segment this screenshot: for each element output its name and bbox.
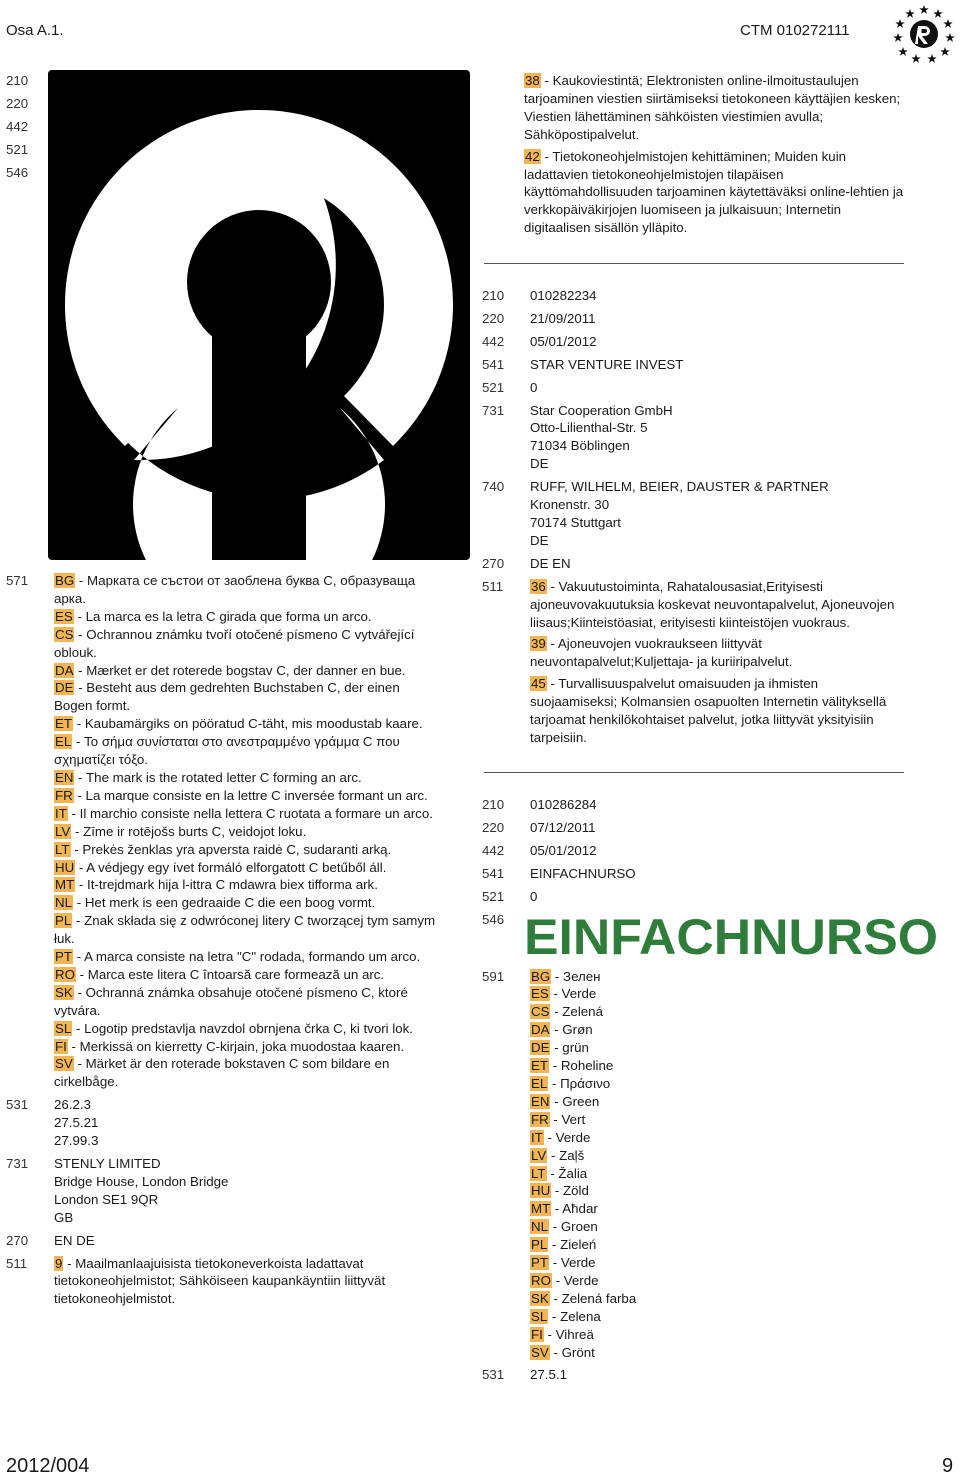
field-row: 210 010282234 xyxy=(482,288,597,303)
entry1-classes xyxy=(524,72,908,237)
color-fr: FR - Vert xyxy=(531,1111,586,1127)
field-531: 531 26.2.3 27.5.21 27.99.3 xyxy=(6,1097,99,1149)
desc-pt: PT - A marca consiste na letra "C" rodada, formando um arco. xyxy=(55,949,421,965)
field-row: 220 07/12/2011 xyxy=(482,819,596,835)
rotated-c-mark-image xyxy=(48,70,470,560)
color-el: EL - Πράσινο xyxy=(531,1075,611,1091)
desc-bg: BG - Марката се състои от заоблена буква С, образуваща арка. xyxy=(54,573,416,606)
desc-lv: LV - Zīme ir rotējošs burts C, veidojot loku. xyxy=(55,823,307,839)
issue-number: 2012/004 xyxy=(6,1455,90,1477)
desc-de: DE - Besteht aus dem gedrehten Buchstaben C, der einen Bogen formt. xyxy=(54,680,400,714)
color-en: EN - Green xyxy=(531,1093,600,1109)
desc-da: DA - Mærket er det roterede bogstav C, der danner en bue. xyxy=(55,662,406,678)
field-511: 511 9 - Maailmanlaajuisista tietokoneverkoista ladattavat tietokoneohjelmistot; Sähköiseen kaupankäyntiin liittyvät tietokoneohjelmistot. xyxy=(6,1255,386,1307)
color-pt: PT - Verde xyxy=(531,1255,596,1271)
einfachnurso-logo xyxy=(524,912,940,962)
desc-cs: CS - Ochrannou známku tvoří otočené písmeno C vytvářející oblouk. xyxy=(54,626,415,660)
svg-text:EINFACHNURSO: EINFACHNURSO xyxy=(524,912,938,962)
field-row: 210 010286284 xyxy=(482,797,597,812)
class-39: 39 - Ajoneuvojen vuokraukseen liittyvät neuvontapalvelut;Kuljettaja- ja kuriiripalvelut. xyxy=(530,636,793,670)
field-row: 442 05/01/2012 xyxy=(482,333,597,349)
field-row: 442 05/01/2012 xyxy=(482,842,597,858)
field-row: 541 EINFACHNURSO xyxy=(482,865,636,881)
page-header xyxy=(0,0,960,60)
color-ro: RO - Verde xyxy=(531,1272,599,1288)
desc-mt: MT - It-trejdmark hija l-ittra C mdawra biex tifforma ark. xyxy=(55,877,378,893)
desc-hu: HU - A védjegy egy ívet formáló elforgatott C betűből áll. xyxy=(55,859,387,875)
color-it: IT - Verde xyxy=(531,1129,591,1145)
field-row: 521 0 xyxy=(482,888,538,904)
color-fi: FI - Vihreä xyxy=(531,1326,594,1342)
divider xyxy=(484,772,904,773)
desc-es: ES - La marca es la letra C girada que forma un arco. xyxy=(55,608,372,624)
field-row: 442 xyxy=(6,118,29,134)
desc-pl: PL - Znak składa się z odwróconej litery C tworzącej tym samym łuk. xyxy=(54,913,436,947)
color-cs: CS - Zelená xyxy=(531,1004,603,1020)
field-row: 521 0 xyxy=(482,379,538,395)
desc-en: EN - The mark is the rotated letter C forming an arc. xyxy=(55,769,362,785)
field-731: 731 Star Cooperation GmbH Otto-Lilienthal-Str. 5 71034 Böblingen DE xyxy=(482,402,673,472)
color-da: DA - Grøn xyxy=(531,1022,593,1038)
section-label: Osa A.1. xyxy=(6,22,64,39)
color-de: DE - grün xyxy=(531,1040,589,1056)
class-42: 42 - Tietokoneohjelmistojen kehittäminen; Muiden kuin ladattavien tietokoneohjelmistojen tilapäisen käyttömahdollisuuden tarjoaminen käytettäväksi online-lehtien ja verkkopäiväkirjojen luomiseen ja julkaisuun; Internetin digitaalisen sisällön ylläpito. xyxy=(524,148,904,236)
field-270: 270 EN DE xyxy=(6,1232,95,1248)
desc-lt: LT - Prekės ženklas yra apversta raidė C, sudaranti arką. xyxy=(55,841,392,857)
color-sk: SK - Zelená farba xyxy=(531,1290,637,1306)
page-number: 9 xyxy=(942,1455,954,1477)
color-list xyxy=(530,968,942,1362)
class-38: 38 - Kaukoviestintä; Elektronisten online-ilmoitustaulujen tarjoaminen viestien siirtämiseksi tietokoneen käyttäjien kesken; Viestien lähettäminen sähköisten viestimien avulla; Sähköpostipalvelut. xyxy=(524,73,901,142)
entry1-descriptions: 571 BG - Марката се състои от заоблена буква С, образуваща арка. ES - La marca es la letra C girada que forma un arco. CS - Ochrannou známku tvoří otočené písmeno C vytvářející oblouk. DA - Mærket er det roterede bogstav C, der danner en bue. DE - Besteht aus dem gedrehten Buchstaben C, der einen Bogen formt. ET - Kaubamärgiks on pööratud C-täht, mis moodustab kaare. EL - Το σήμα συνίσταται στο ανεστραμμένο γράμμα C που σχηματίζει τόξο. EN - The mark is the rotated letter C forming an arc. FR - La marque consiste en la lettre C inversée formant un arc. IT - Il marchio consiste nella lettera C ruotata a formare un arco. LV - Zīme ir rotējošs burts C, veidojot loku. LT - Prekės ženklas yra apversta raidė C, sudaranti arką. HU - A védjegy egy ívet formáló elforgatott C betűből áll. MT - It-trejdmark hija l-ittra C mdawra biex tifforma ark. NL - Het merk is een gedraaide C die een boog vormt. PL - Znak składa się z odwróconej litery C tworzącej tym samym łuk. PT - A marca consiste na letra "C" rodada, formando um arco. RO - Marca este litera C întoarsă care formează un arc. SK - Ochranná známka obsahuje otočené písmeno C, ktoré vytvára. SL - Logotip predstavlja navzdol obrnjena črka C, ki tvori lok. FI - Merkissä on kierretty C-kirjain, joka muodostaa kaaren. SV - Märket är den roterade bokstaven C som bildare en cirkelbåge. 531 26.2.3 27.5.21 27.99.3 731 STENLY LIMITED Bridge House, London Bridge London SE1 9QR GB 270 EN DE 511 9 - Maailmanlaajuisista tietokoneverkoista ladattavat tietokoneohjelmistot; Sähköiseen kaupankäyntiin liittyvät tietokoneohjelmistot. xyxy=(6,573,436,1307)
desc-sv: SV - Märket är den roterade bokstaven C som bildare en cirkelbåge. xyxy=(54,1056,390,1090)
desc-fr: FR - La marque consiste en la lettre C inversée formant un arc. xyxy=(55,787,428,803)
field-row: 546 xyxy=(6,164,29,180)
color-lv: LV - Zaļš xyxy=(531,1147,585,1163)
entry3 xyxy=(482,796,942,1384)
field-row: 220 xyxy=(6,95,29,111)
field-270: 270 DE EN xyxy=(482,555,571,571)
color-bg: BG - Зелен xyxy=(531,968,601,984)
class-45: 45 - Turvallisuuspalvelut omaisuuden ja ihmisten suojaamiseksi; Kolmansien osapuolten Internetin välityksellä tarjoamat henkilökohtaiset palvelut, jotka liittyvät yksityisiin tarpeisiin. xyxy=(530,676,887,745)
color-sl: SL - Zelena xyxy=(531,1308,601,1324)
field-row: 541 STAR VENTURE INVEST xyxy=(482,356,684,372)
field-row: 220 21/09/2011 xyxy=(482,310,596,326)
field-731: 731 STENLY LIMITED Bridge House, London Bridge London SE1 9QR GB xyxy=(6,1156,229,1225)
desc-it: IT - Il marchio consiste nella lettera C ruotata a formare un arco. xyxy=(55,805,433,821)
color-et: ET - Roheline xyxy=(531,1058,614,1074)
class-36: 36 - Vakuutustoiminta, Rahatalousasiat,Erityisesti ajoneuvovakuutuksia koskevat neuvontapalvelut, Ajoneuvojen liisaus;Kiinteistöasiat, erityisesti kiinteistöjen vuokraus. xyxy=(530,578,895,630)
color-lt: LT - Žalia xyxy=(531,1165,588,1181)
ctm-number: CTM 010272111 xyxy=(740,22,850,39)
desc-sl: SL - Logotip predstavlja navzdol obrnjena črka C, ki tvori lok. xyxy=(55,1020,413,1036)
divider xyxy=(484,263,904,264)
entry2 xyxy=(482,287,908,747)
desc-fi: FI - Merkissä on kierretty C-kirjain, joka muodostaa kaaren. xyxy=(55,1038,405,1054)
color-nl: NL - Groen xyxy=(531,1219,598,1235)
field-591: 591 BG - Зелен ES - Verde CS - Zelená DA - Grøn DE - grün ET - Roheline EL - Πράσινο EN - Green FR - Vert IT - Verde LV - Zaļš LT - Žalia HU - Zöld MT - Aħdar NL - Groen PL - Zieleń PT - Verde RO - Verde SK - Zelená farba SL - Zelena FI - Vihreä SV - Grönt xyxy=(482,968,942,1362)
field-740: 740 RUFF, WILHELM, BEIER, DAUSTER & PARTNER Kronenstr. 30 70174 Stuttgart DE xyxy=(482,479,829,548)
color-hu: HU - Zöld xyxy=(531,1183,589,1199)
description-list xyxy=(54,572,436,1091)
desc-nl: NL - Het merk is een gedraaide C die een boog vormt. xyxy=(55,895,376,911)
ohim-emblem-icon xyxy=(892,2,956,66)
field-row: 210 xyxy=(6,73,29,88)
field-row: 521 xyxy=(6,141,29,157)
desc-el: EL - Το σήμα συνίσταται στο ανεστραμμένο γράμμα C που σχηματίζει τόξο. xyxy=(54,734,400,768)
field-546: 546 xyxy=(482,911,505,927)
color-pl: PL - Zieleń xyxy=(531,1237,597,1253)
desc-sk: SK - Ochranná známka obsahuje otočené písmeno C, ktoré vytvára. xyxy=(54,984,408,1018)
field-511: 511 36 - Vakuutustoiminta, Rahatalousasiat,Erityisesti ajoneuvovakuutuksia koskevat neuvontapalvelut, Ajoneuvojen liisaus;Kiinteistöasiat, erityisesti kiinteistöjen vuokraus. 39 - Ajoneuvojen vuokraukseen liittyvät neuvontapalvelut;Kuljettaja- ja kuriiripalvelut. 45 - Turvallisuuspalvelut omaisuuden ja ihmisten suojaamiseksi; Kolmansien osapuolten Internetin välityksellä tarjoamat henkilökohtaiset palvelut, jotka liittyvät yksityisiin tarpeisiin. xyxy=(482,578,908,747)
color-es: ES - Verde xyxy=(531,986,597,1002)
desc-et: ET - Kaubamärgiks on pööratud C-täht, mis moodustab kaare. xyxy=(55,716,423,732)
desc-ro: RO - Marca este litera C întoarsă care formează un arc. xyxy=(55,966,385,982)
color-sv: SV - Grönt xyxy=(531,1344,595,1360)
field-531: 531 27.5.1 xyxy=(482,1367,567,1383)
color-mt: MT - Aħdar xyxy=(531,1201,598,1217)
